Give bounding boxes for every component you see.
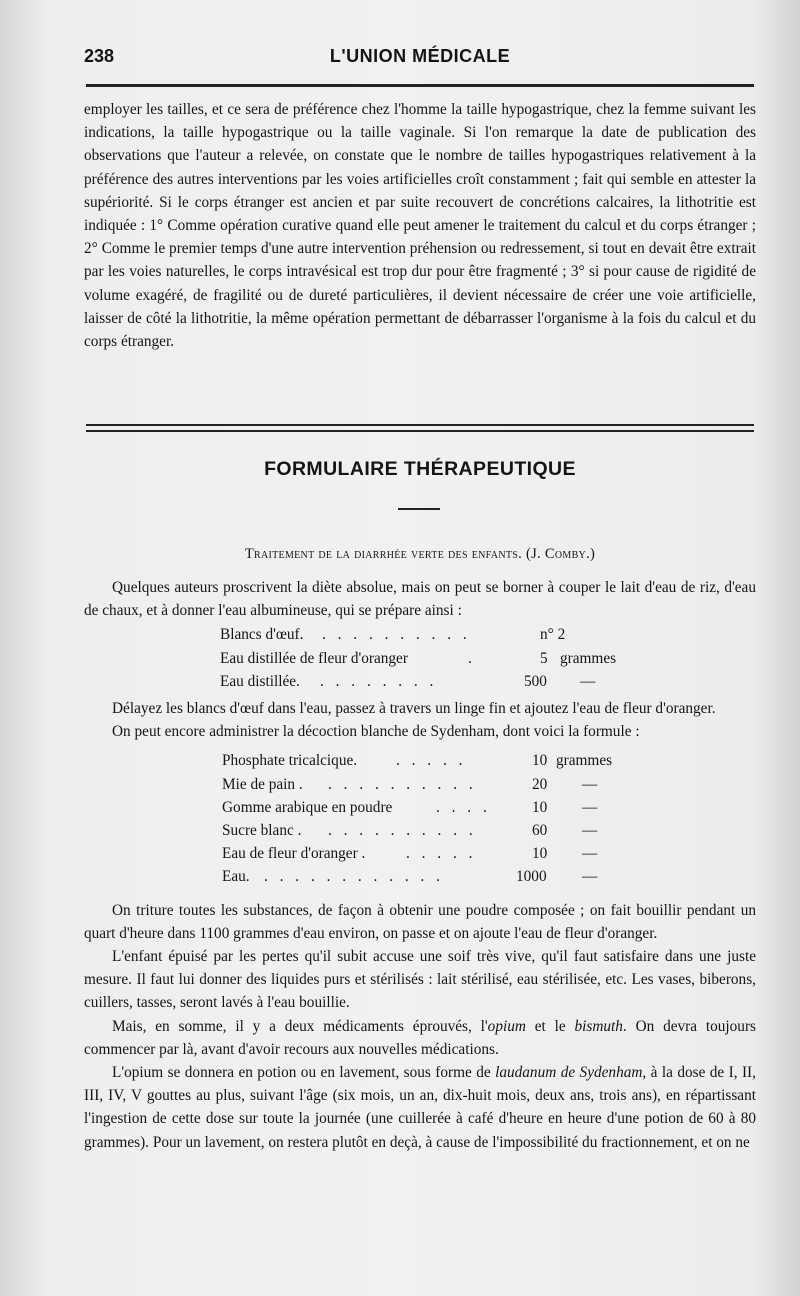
paragraph-triture: On triture toutes les substances, de façon à obtenir une poudre composée ; on fait bouillir pendant un quart d'heure dans 1100 grammes d'eau environ, on passe et on ajoute l'eau de fleur d'oranger. — [84, 901, 756, 942]
running-title: L'UNION MÉDICALE — [329, 46, 511, 66]
recipe-quantity: 5 — [540, 649, 548, 667]
recipe-row — [84, 819, 756, 842]
recipe-albumineuse — [84, 623, 756, 693]
recipe-dots: . . . . . — [406, 845, 477, 863]
text-run: , à la dose de I, II, III, IV, V gouttes au plus, suivant l'âge (six mois, un an, dix-huit mois, deux ans, trois ans), en répartissant l'ingestion de cette dose sur toute la journée (une cuillerée à café d'heure en heure d'une potion de 60 à 80 grammes). Pour un lavement, on restera plutôt en deçà, à cause de l'impossibilité du fractionnement, et on ne — [84, 1063, 756, 1151]
text-run: et le — [525, 1017, 575, 1035]
top-text-block — [84, 98, 756, 353]
text-run: . On devra toujours commencer par là, avant d'avoir recours aux nouvelles médications. — [84, 1017, 757, 1058]
section-divider — [86, 424, 754, 432]
recipe-unit: grammes — [556, 752, 613, 770]
recipe-dots: . . . . . . . . . . — [328, 821, 477, 839]
recipe-ingredient: Mie de pain . — [222, 775, 303, 793]
italic-term: opium — [487, 1017, 526, 1035]
recipe-quantity: 10 — [532, 752, 548, 770]
header-rule — [86, 84, 754, 87]
recipe-dots: . . . . . . . . . . . . — [264, 868, 444, 886]
recipe-unit: — — [582, 798, 598, 816]
recipe-ingredient: Eau distillée. — [220, 672, 300, 690]
recipe-row — [84, 647, 756, 670]
recipe-ingredient: Sucre blanc . — [222, 821, 302, 839]
recipe-row — [84, 796, 756, 819]
article-subheading: Traitement de la diarrhée verte des enfants. (J. Comby.) — [244, 546, 596, 562]
recipe-quantity: 10 — [532, 845, 548, 863]
recipe-quantity: 10 — [532, 798, 548, 816]
paragraph-taille: employer les tailles, et ce sera de préférence chez l'homme la taille hypogastrique, chez la femme suivant les indications, la taille hypogastrique ou la taille vaginale. Si l'on remarque la date de publication des observations que l'auteur a relevée, on constate que le nombre de tailles hypogastriques relativement à la préférence des autres interventions par les voies artificielles croît constamment ; fait qui semble en attester la supériorité. Si le corps étranger est ancien et par suite recouvert de concrétions calcaires, la lithotritie est indiquée : 1° Comme opération curative quand elle peut amener le traitement du calcul et du corps étranger ; 2° Comme le premier temps d'une autre intervention préhension ou redressement, si tout en devait être extrait par les voies naturelles, le corps intravésical est trop dur pour être fragmenté ; 3° si pour cause de rigidité de volume exagéré, de fragilité ou de dureté particulières, il devient nécessaire de créer une voie artificielle, laisser de côté la lithotritie, la même opération permettant de débarrasser l'organisme à la fois du calcul et du corps étranger. — [84, 101, 756, 351]
recipe-ingredient: Eau de fleur d'oranger . — [222, 845, 366, 863]
recipe-unit: — — [582, 845, 598, 863]
paragraph-enfant: L'enfant épuisé par les pertes qu'il subit accuse une soif très vive, qu'il faut satisfaire dans une juste mesure. Il faut lui donner des liquides purs et stérilisés : lait stérilisé, eau stérilisée, etc. Les vases, biberons, cuillers, tasses, seront lavés à l'eau bouillie. — [84, 947, 756, 1012]
recipe-ingredient: Eau. — [222, 868, 250, 886]
recipe-quantity: n° 2 — [540, 626, 566, 644]
recipe-quantity: 500 — [524, 672, 547, 690]
recipe-dots: . . . . . . . . . . — [328, 775, 477, 793]
recipe-row — [84, 670, 756, 693]
recipe-row — [84, 623, 756, 646]
recipe-ingredient: Eau distillée de fleur d'oranger — [220, 649, 408, 667]
recipe-ingredient: Gomme arabique en poudre — [222, 798, 393, 816]
formulary-text-block — [84, 576, 756, 1154]
recipe-row — [84, 773, 756, 796]
recipe-unit: — — [582, 868, 598, 886]
recipe-row — [84, 842, 756, 865]
recipe-dots: . . . . — [436, 798, 491, 816]
recipe-quantity: 60 — [532, 821, 548, 839]
recipe-ingredient: Blancs d'œuf. — [220, 626, 304, 644]
title-underline — [398, 508, 440, 510]
paragraph-intro: Quelques auteurs proscrivent la diète absolue, mais on peut se borner à couper le lait d'eau de riz, d'eau de chaux, et à donner l'eau albumineuse, qui se prépare ainsi : — [84, 579, 756, 620]
recipe-dots: . . . . . . . . . . — [322, 626, 471, 644]
text-run: Mais, en somme, il y a deux médicaments éprouvés, l' — [112, 1017, 488, 1035]
paragraph-delayez: Délayez les blancs d'œuf dans l'eau, passez à travers un linge fin et ajoutez l'eau de fleur d'oranger. — [112, 699, 716, 717]
paragraph-opium — [84, 1061, 756, 1154]
recipe-unit: grammes — [560, 649, 617, 667]
italic-term: bismuth — [574, 1017, 623, 1035]
paragraph-decoction: On peut encore administrer la décoction blanche de Sydenham, dont voici la formule : — [112, 723, 640, 741]
recipe-quantity: 20 — [532, 775, 548, 793]
page-header — [84, 46, 756, 76]
paragraph-mais — [84, 1015, 756, 1061]
page-number: 238 — [84, 46, 115, 66]
text-run: L'opium se donnera en potion ou en lavement, sous forme de — [112, 1063, 496, 1081]
recipe-unit: — — [580, 672, 596, 690]
recipe-row — [84, 865, 756, 888]
recipe-sydenham — [84, 749, 756, 888]
recipe-row — [84, 749, 756, 772]
recipe-unit: — — [582, 775, 598, 793]
italic-term: laudanum de Sydenham — [495, 1063, 643, 1081]
section-title: FORMULAIRE THÉRAPEUTIQUE — [264, 458, 576, 480]
recipe-unit: — — [582, 821, 598, 839]
recipe-dots: . . . . . — [396, 752, 467, 770]
recipe-quantity: 1000 — [516, 868, 547, 886]
recipe-dots: . — [468, 649, 476, 667]
recipe-dots: . . . . . . . . — [320, 672, 438, 690]
recipe-ingredient: Phosphate tricalcique. — [222, 752, 358, 770]
